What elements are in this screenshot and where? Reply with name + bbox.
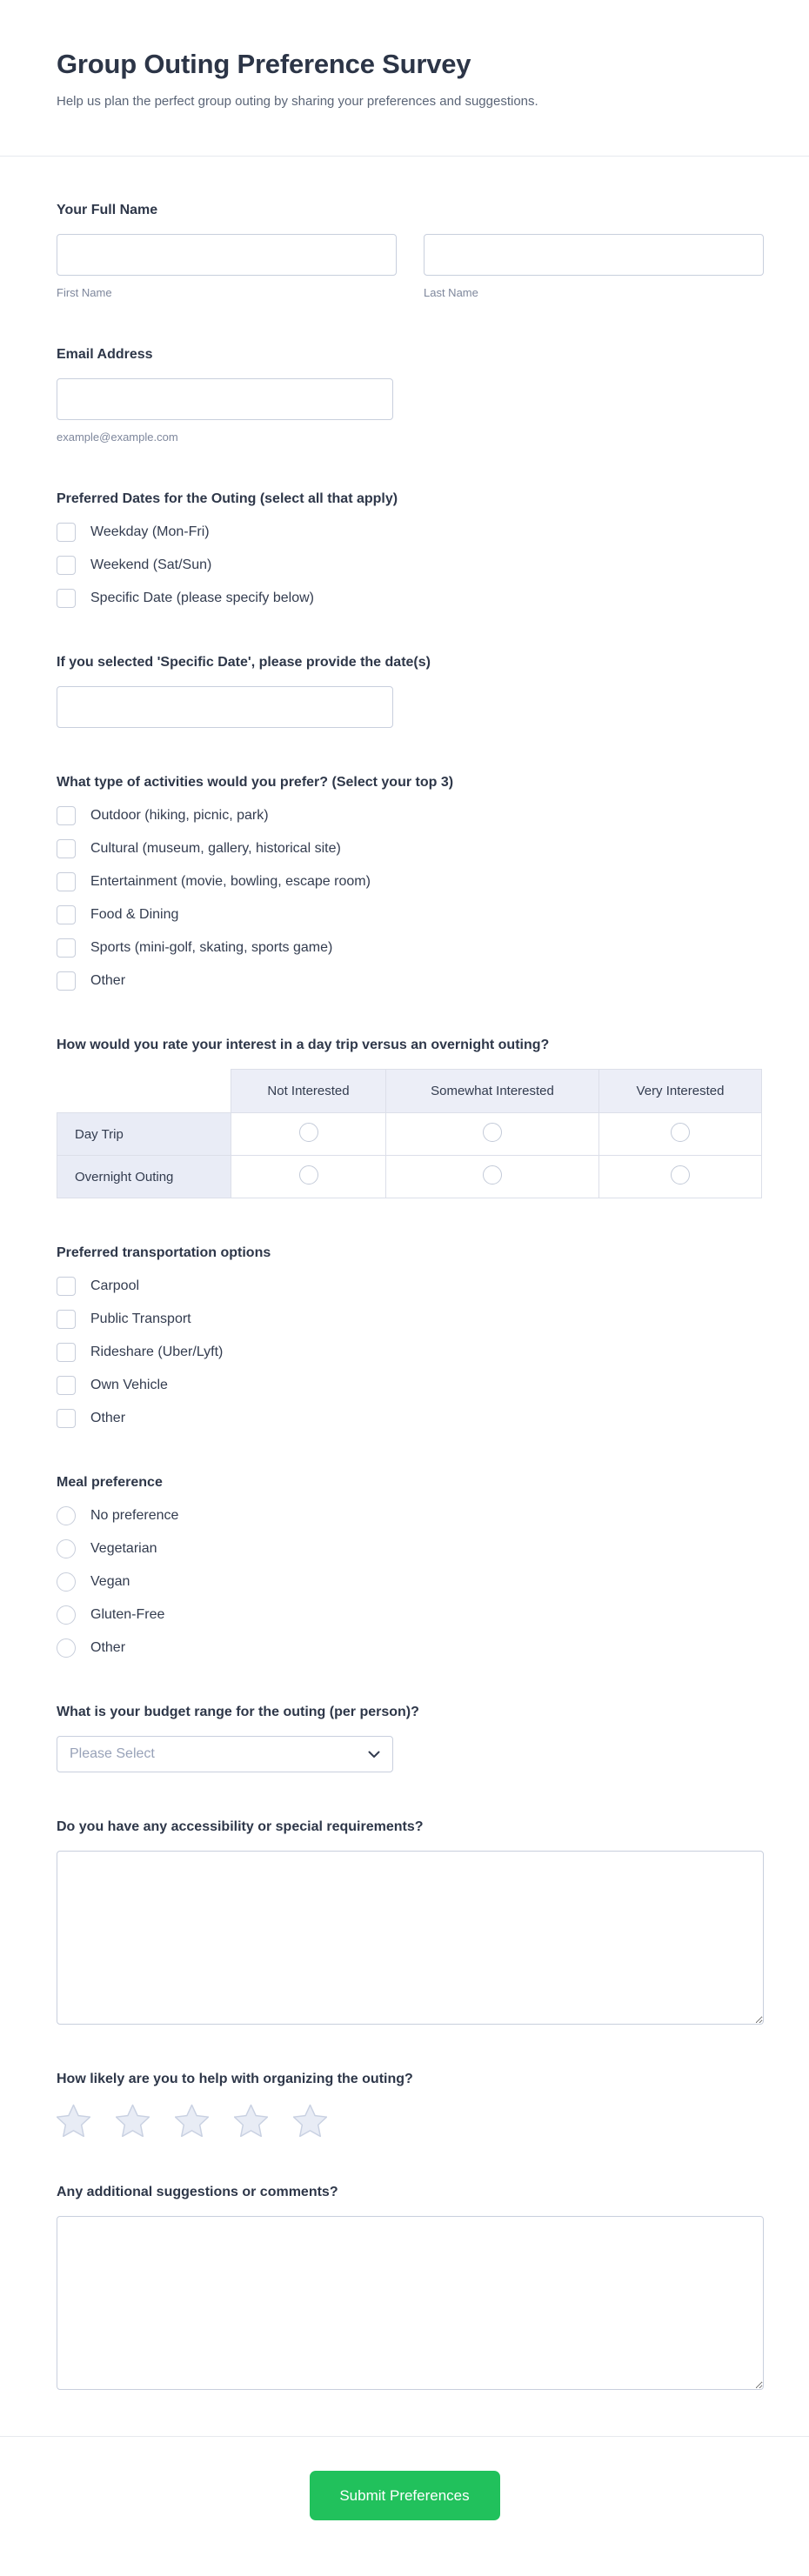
specific-date-input[interactable] (57, 686, 393, 728)
meal-other-label: Other (90, 1640, 126, 1655)
meal-option-vegetarian (57, 1539, 764, 1558)
star-icon-2[interactable] (116, 2104, 150, 2137)
comments-label: Any additional suggestions or comments? (57, 2185, 338, 2199)
transport-option-own-vehicle (57, 1376, 764, 1395)
section-budget (57, 1704, 764, 1772)
matrix-row-label-overnight: Overnight Outing (57, 1156, 231, 1198)
food-dining-label: Food & Dining (90, 907, 179, 922)
activity-option-food (57, 905, 764, 924)
vegan-label: Vegan (90, 1574, 130, 1589)
chevron-down-icon (368, 1751, 380, 1758)
preferred-dates-label: Preferred Dates for the Outing (select all that apply) (57, 491, 398, 506)
section-email (57, 346, 764, 444)
section-preferred-dates (57, 491, 764, 608)
date-option-weekend (57, 556, 764, 575)
own-vehicle-checkbox[interactable] (57, 1376, 76, 1395)
cultural-label: Cultural (museum, gallery, historical site) (90, 841, 341, 856)
food-dining-checkbox[interactable] (57, 905, 76, 924)
interest-matrix-table (57, 1069, 762, 1198)
page-subtitle: Help us plan the perfect group outing by sharing your preferences and suggestions. (57, 94, 538, 109)
matrix-blank-cell (57, 1070, 231, 1113)
transport-other-checkbox[interactable] (57, 1409, 76, 1428)
day-trip-very-interested-radio[interactable] (671, 1123, 690, 1142)
activity-option-outdoor (57, 806, 764, 825)
budget-select-placeholder: Please Select (70, 1746, 155, 1761)
last-name-input[interactable] (424, 234, 764, 276)
activity-option-cultural (57, 839, 764, 858)
gluten-free-label: Gluten-Free (90, 1607, 165, 1622)
section-full-name (57, 202, 764, 300)
section-activities (57, 774, 764, 991)
no-preference-label: No preference (90, 1508, 179, 1523)
overnight-somewhat-interested-radio[interactable] (483, 1165, 502, 1185)
weekday-checkbox[interactable] (57, 523, 76, 542)
section-transportation (57, 1245, 764, 1428)
section-meal (57, 1474, 764, 1658)
star-icon-5[interactable] (293, 2104, 327, 2137)
page-title: Group Outing Preference Survey (57, 49, 471, 79)
sports-label: Sports (mini-golf, skating, sports game) (90, 940, 333, 955)
form-header (0, 0, 809, 157)
section-organizing (57, 2071, 764, 2138)
star-icon-3[interactable] (175, 2104, 209, 2137)
section-specific-date (57, 654, 764, 728)
matrix-row-day-trip (57, 1113, 762, 1156)
star-rating (57, 2103, 764, 2138)
activity-other-label: Other (90, 973, 126, 988)
matrix-col-not-interested: Not Interested (231, 1070, 386, 1113)
rideshare-label: Rideshare (Uber/Lyft) (90, 1345, 224, 1359)
activity-other-checkbox[interactable] (57, 971, 76, 991)
section-comments (57, 2184, 764, 2390)
accessibility-label: Do you have any accessibility or special requirements? (57, 1819, 424, 1834)
form-body (0, 157, 809, 2390)
meal-other-radio[interactable] (57, 1638, 76, 1658)
entertainment-label: Entertainment (movie, bowling, escape room) (90, 874, 371, 889)
weekend-label: Weekend (Sat/Sun) (90, 557, 212, 572)
day-trip-not-interested-radio[interactable] (299, 1123, 318, 1142)
meal-option-none (57, 1506, 764, 1525)
specific-date-label: If you selected 'Specific Date', please provide the date(s) (57, 655, 431, 670)
meal-label: Meal preference (57, 1475, 163, 1490)
date-option-weekday (57, 523, 764, 542)
day-trip-somewhat-interested-radio[interactable] (483, 1123, 502, 1142)
last-name-sublabel: Last Name (424, 286, 478, 299)
transportation-label: Preferred transportation options (57, 1245, 271, 1260)
meal-option-other (57, 1638, 764, 1658)
meal-option-gluten-free (57, 1605, 764, 1625)
date-option-specific (57, 589, 764, 608)
sports-checkbox[interactable] (57, 938, 76, 958)
star-icon-4[interactable] (234, 2104, 268, 2137)
activity-option-other (57, 971, 764, 991)
accessibility-textarea[interactable] (57, 1851, 764, 2025)
interest-matrix-label: How would you rate your interest in a day trip versus an overnight outing? (57, 1038, 550, 1052)
comments-textarea[interactable] (57, 2216, 764, 2390)
transport-other-label: Other (90, 1411, 126, 1425)
full-name-label: Your Full Name (57, 203, 158, 217)
overnight-not-interested-radio[interactable] (299, 1165, 318, 1185)
public-transport-label: Public Transport (90, 1311, 191, 1326)
activity-option-sports (57, 938, 764, 958)
transport-option-public (57, 1310, 764, 1329)
vegetarian-label: Vegetarian (90, 1541, 157, 1556)
vegetarian-radio[interactable] (57, 1539, 76, 1558)
matrix-col-somewhat-interested: Somewhat Interested (386, 1070, 599, 1113)
activities-label: What type of activities would you prefer? (Select your top 3) (57, 775, 454, 790)
activity-option-entertainment (57, 872, 764, 891)
transport-option-carpool (57, 1277, 764, 1296)
matrix-row-overnight (57, 1156, 762, 1198)
gluten-free-radio[interactable] (57, 1605, 76, 1625)
own-vehicle-label: Own Vehicle (90, 1378, 168, 1392)
overnight-very-interested-radio[interactable] (671, 1165, 690, 1185)
email-sublabel: example@example.com (57, 430, 178, 444)
specific-date-checkbox[interactable] (57, 589, 76, 608)
rideshare-checkbox[interactable] (57, 1343, 76, 1362)
outdoor-checkbox[interactable] (57, 806, 76, 825)
specific-date-option-label: Specific Date (please specify below) (90, 591, 315, 605)
form-footer (0, 2436, 809, 2570)
first-name-sublabel: First Name (57, 286, 112, 299)
transport-option-other (57, 1409, 764, 1428)
weekday-label: Weekday (Mon-Fri) (90, 524, 210, 539)
first-name-input[interactable] (57, 234, 397, 276)
public-transport-checkbox[interactable] (57, 1310, 76, 1329)
carpool-checkbox[interactable] (57, 1277, 76, 1296)
submit-button[interactable]: Submit Preferences (310, 2471, 500, 2520)
budget-select[interactable] (57, 1736, 393, 1772)
cultural-checkbox[interactable] (57, 839, 76, 858)
matrix-row-label-day-trip: Day Trip (57, 1113, 231, 1156)
star-icon-1[interactable] (57, 2104, 90, 2137)
budget-label: What is your budget range for the outing (per person)? (57, 1705, 419, 1719)
weekend-checkbox[interactable] (57, 556, 76, 575)
email-input[interactable] (57, 378, 393, 420)
matrix-col-very-interested: Very Interested (599, 1070, 762, 1113)
section-accessibility (57, 1819, 764, 2025)
section-interest-matrix (57, 1037, 764, 1198)
entertainment-checkbox[interactable] (57, 872, 76, 891)
no-preference-radio[interactable] (57, 1506, 76, 1525)
email-label: Email Address (57, 347, 153, 362)
transport-option-rideshare (57, 1343, 764, 1362)
vegan-radio[interactable] (57, 1572, 76, 1592)
carpool-label: Carpool (90, 1278, 140, 1293)
organizing-label: How likely are you to help with organizing the outing? (57, 2072, 413, 2086)
meal-option-vegan (57, 1572, 764, 1592)
outdoor-label: Outdoor (hiking, picnic, park) (90, 808, 269, 823)
